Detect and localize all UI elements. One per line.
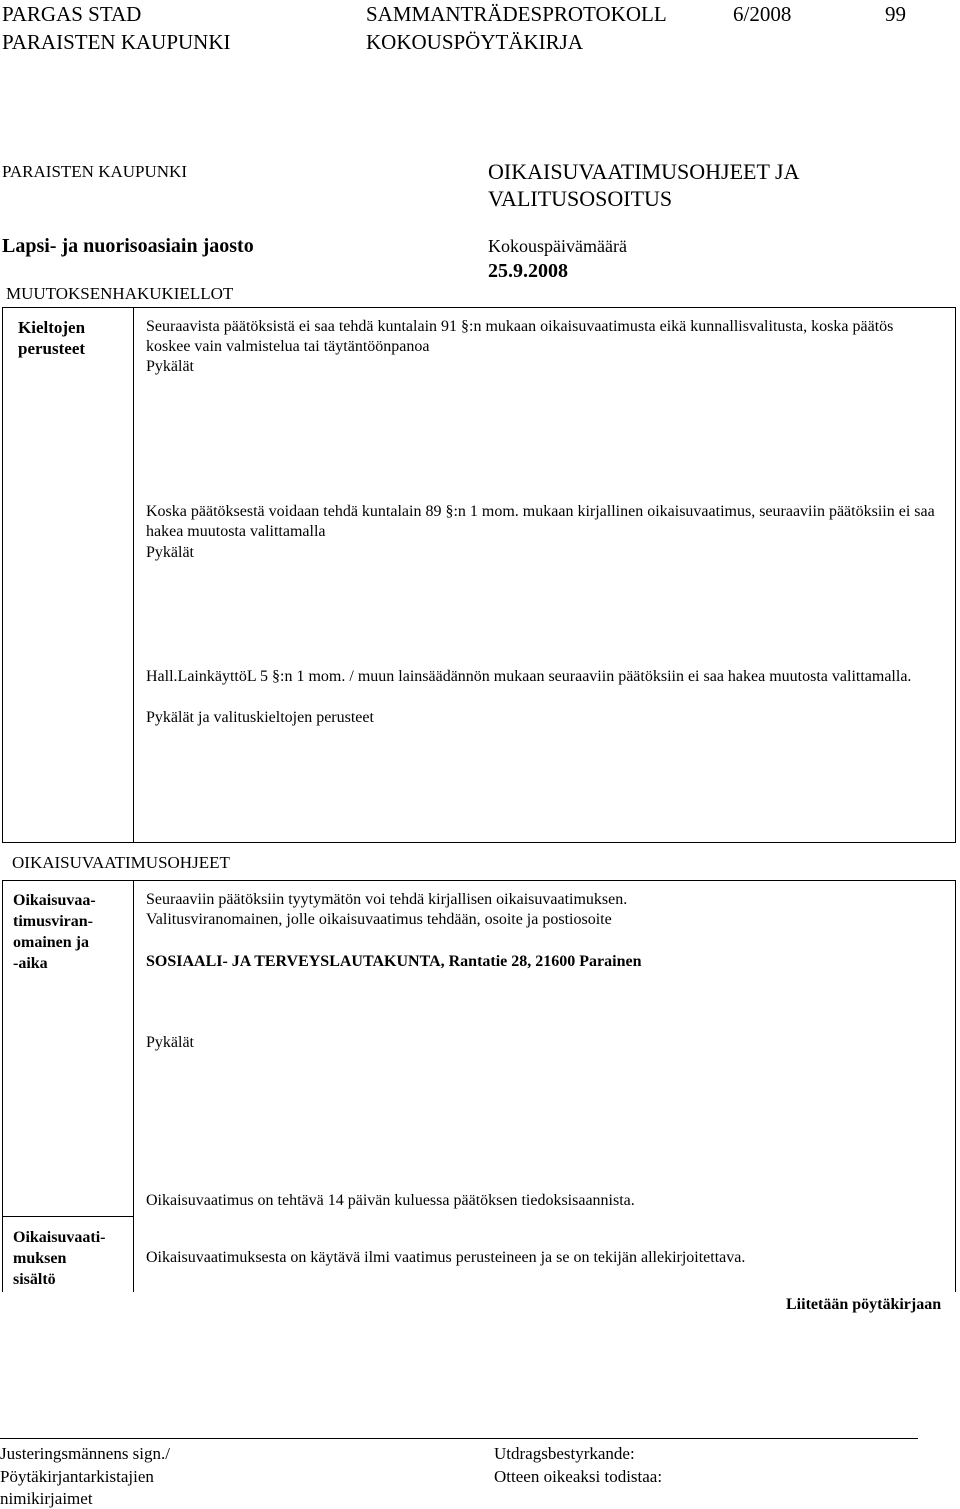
attachment-note: Liitetään pöytäkirjaan [786,1296,942,1313]
footer-rule [0,1438,918,1439]
content-requirement-text: Oikaisuvaatimuksesta on käytävä ilmi vaatimus perusteineen ja se on tekijän allekirjoitettava. [146,1249,746,1266]
footer-initials-line1: Justeringsmännens sign./ [0,1444,170,1463]
prohibition-sections-2: Pykälät [146,544,194,561]
document-title-line2: VALITUSOSOITUS [488,186,673,211]
authority-and-deadline-label: Oikaisuvaa- timusviran- omainen ja -aika [13,892,96,972]
prohibition-text-3: Hall.LainkäyttöL 5 §:n 1 mom. / muun lainsäädännön mukaan seuraaviin päätöksiin ei saa hakea muutosta valittamalla. [146,668,912,685]
section-title-instructions: OIKAISUVAATIMUSOHJEET [12,853,230,872]
footer-initials-line3: nimikirjaimet [0,1489,93,1508]
footer-certification-line1: Utdragsbestyrkande: [494,1444,635,1463]
meeting-date-label: Kokouspäivämäärä [488,236,627,256]
city-name-swedish: PARGAS STAD [2,2,142,26]
meeting-date: 25.9.2008 [488,260,568,282]
grounds-label-line2: perusteet [18,339,86,358]
issue-number: 6/2008 [733,2,792,26]
organization-name: PARAISTEN KAUPUNKI [2,162,187,181]
prohibition-sections-3: Pykälät ja valituskieltojen perusteet [146,709,374,726]
footer-initials-line2: Pöytäkirjantarkistajien [0,1467,154,1486]
page-number: 99 [885,2,906,26]
prohibition-text-1: Seuraavista päätöksistä ei saa tehdä kuntalain 91 §:n mukaan oikaisuvaatimusta eikä kunnallisvalitusta, koska päätös koskee vain valmistelua tai täytäntöönpanoa [146,318,894,355]
city-name-finnish: PARAISTEN KAUPUNKI [2,30,231,54]
grounds-label-line1: Kieltojen [18,318,86,337]
authority-instruction: Valitusviranomainen, jolle oikaisuvaatimus tehdään, osoite ja postiosoite [146,911,612,928]
content-label: Oikaisuvaati- muksen sisältö [13,1229,106,1288]
protocol-title-finnish: KOKOUSPÖYTÄKIRJA [366,30,584,54]
protocol-title-swedish: SAMMANTRÄDESPROTOKOLL [366,2,667,26]
prohibition-text-2: Koska päätöksestä voidaan tehdä kuntalain 89 §:n 1 mom. mukaan kirjallinen oikaisuvaatimus, seuraaviin päätöksiin ei saa hakea muutosta valittamalla [146,503,935,540]
authority-address: SOSIAALI- JA TERVEYSLAUTAKUNTA, Rantatie 28, 21600 Parainen [146,953,642,970]
claim-instruction: Seuraaviin päätöksiin tyytymätön voi tehdä kirjallisen oikaisuvaatimuksen. [146,891,628,908]
body-name: Lapsi- ja nuorisoasiain jaosto [2,235,254,257]
prohibition-sections-1: Pykälät [146,358,194,375]
document-title-line1: OIKAISUVAATIMUSOHJEET JA [488,159,800,184]
instruction-sections: Pykälät [146,1034,194,1051]
footer-certification-line2: Otteen oikeaksi todistaa: [494,1467,663,1486]
deadline-text: Oikaisuvaatimus on tehtävä 14 päivän kuluessa päätöksen tiedoksisaannista. [146,1192,635,1209]
section-title-prohibitions: MUUTOKSENHAKUKIELLOT [6,284,234,303]
